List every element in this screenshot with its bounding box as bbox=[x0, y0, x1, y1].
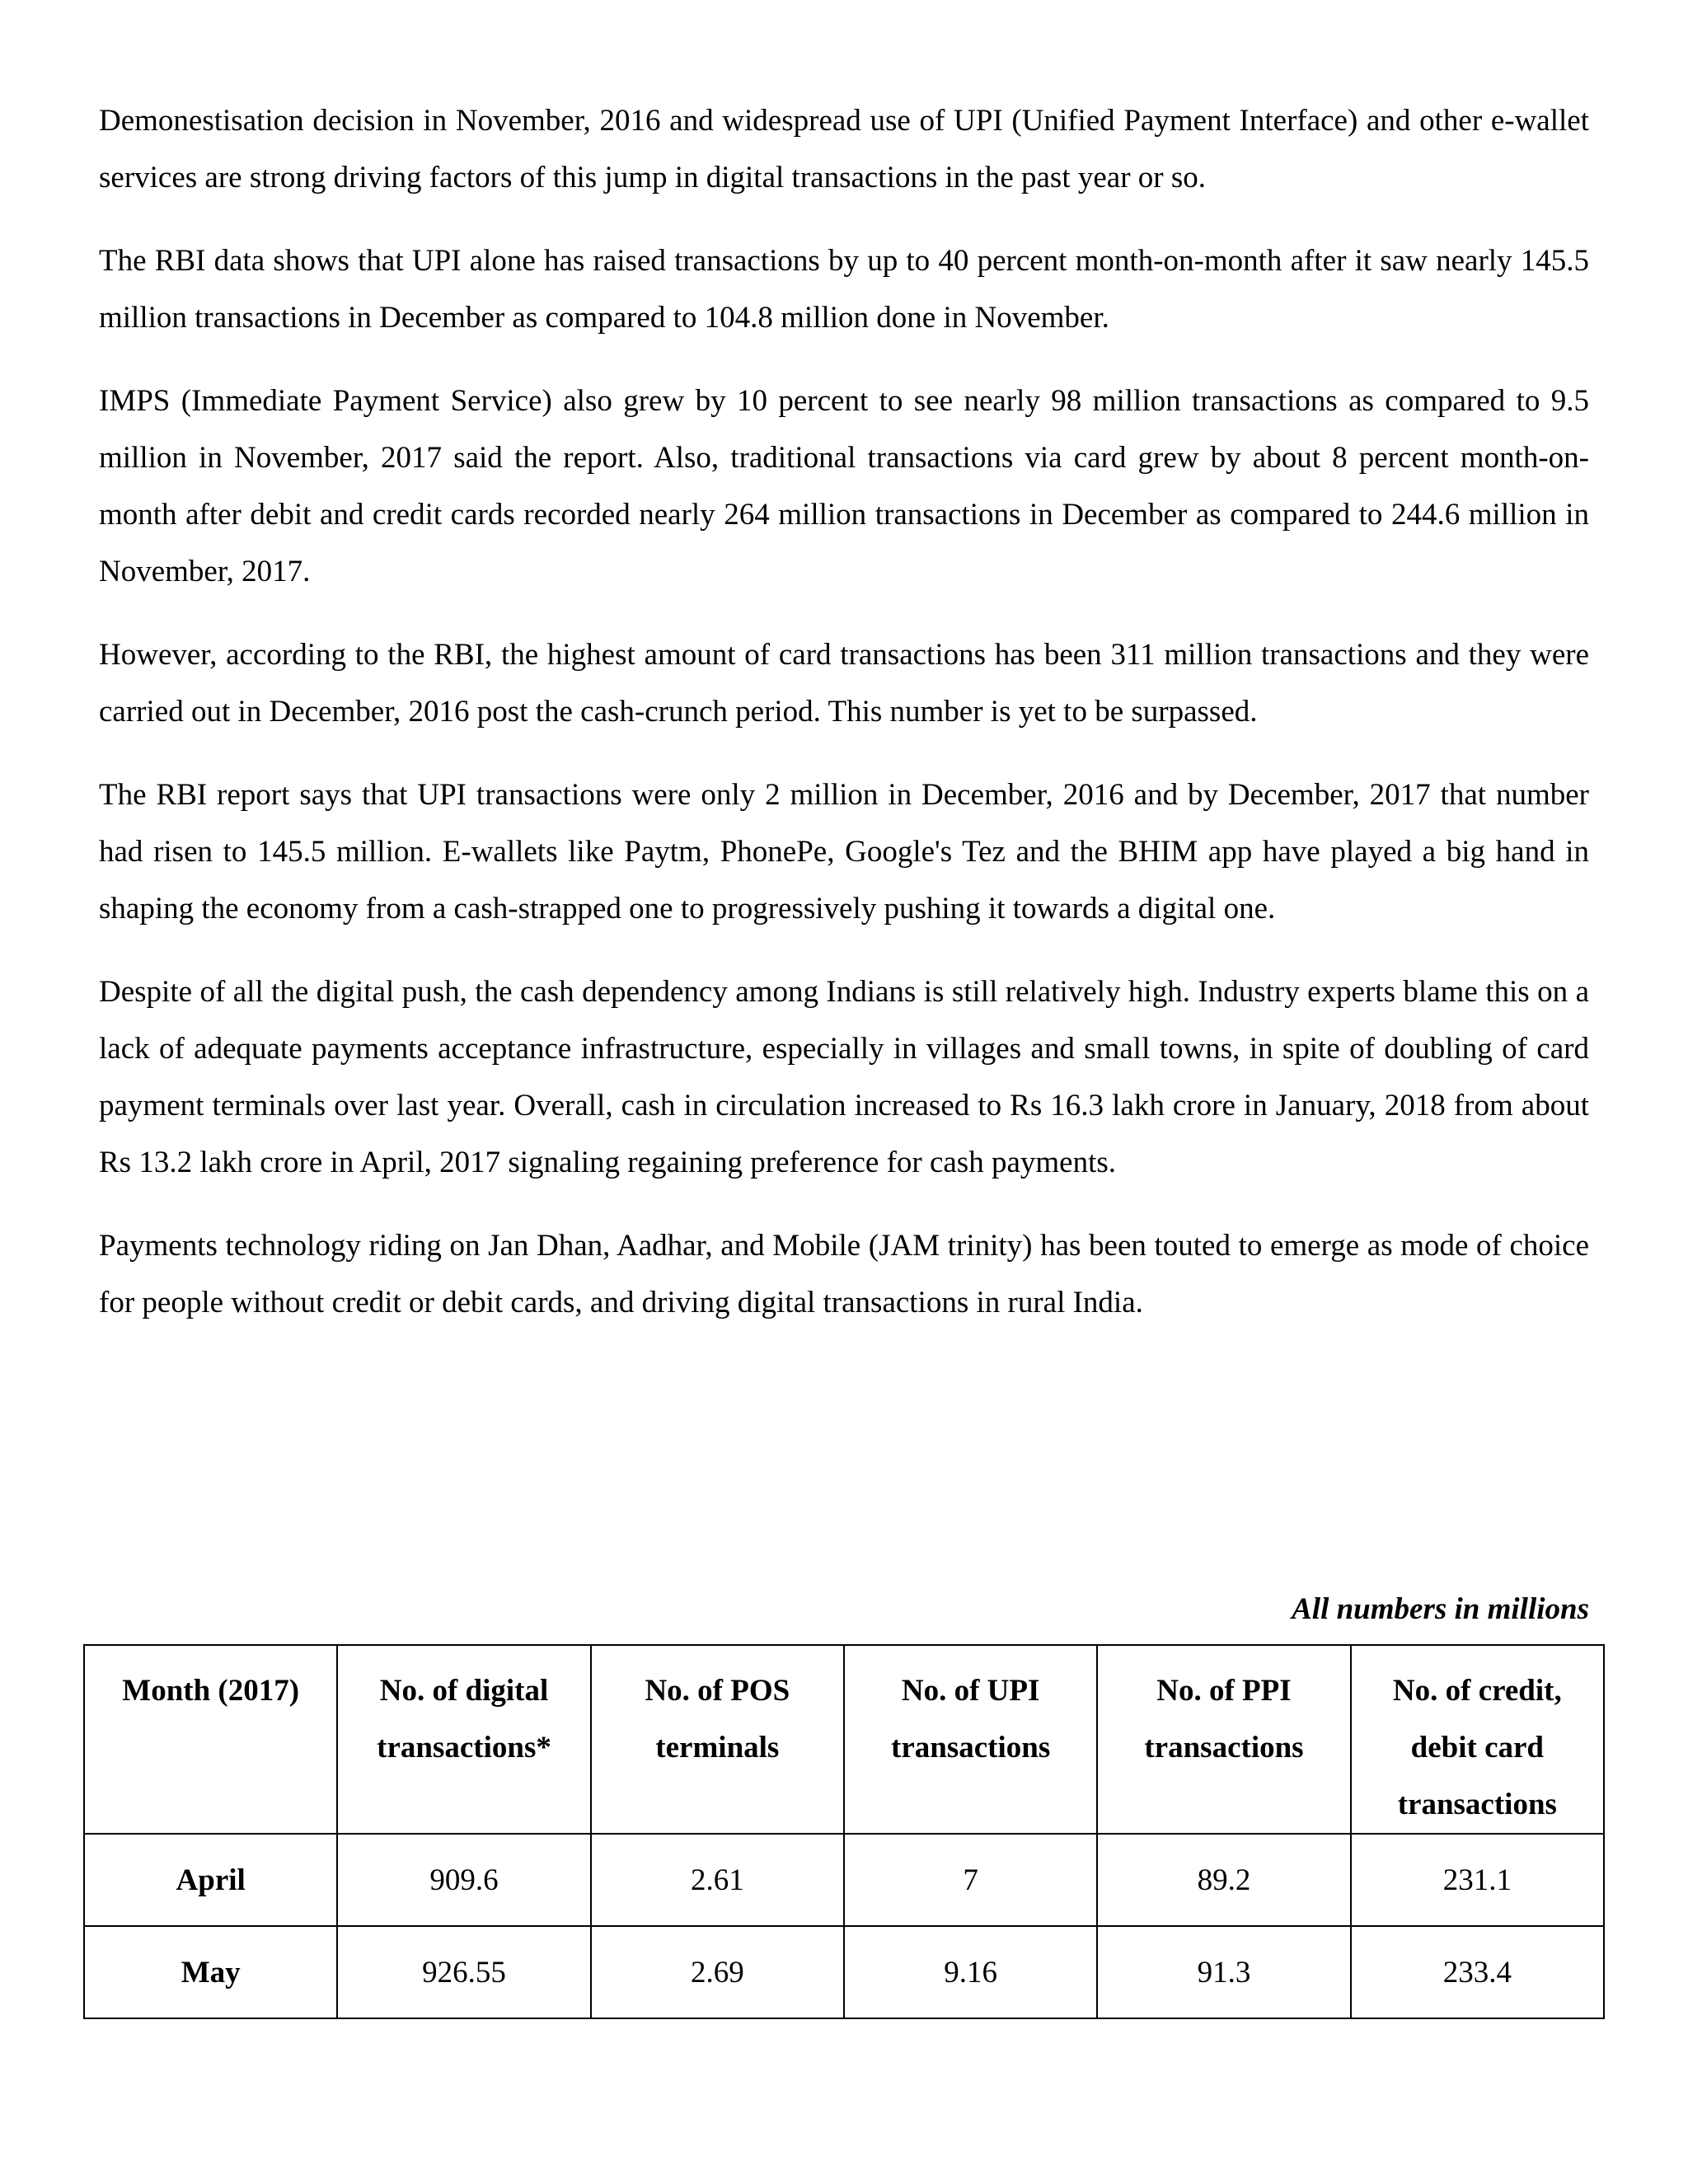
table-cell: 7 bbox=[844, 1834, 1097, 1926]
table-cell-month: May bbox=[84, 1926, 337, 2018]
table-row bbox=[84, 1926, 1604, 2018]
paragraph: Payments technology riding on Jan Dhan, Aadhar, and Mobile (JAM trinity) has been touted to emerge as mode of choice for people without credit or debit cards, and driving digital transactions in rural India. bbox=[99, 1229, 1589, 1319]
transactions-table bbox=[83, 1644, 1605, 2019]
paragraph: Demonestisation decision in November, 2016 and widespread use of UPI (Unified Payment Interface) and other e-wallet services are strong driving factors of this jump in digital transactions in the past year or so. bbox=[99, 104, 1589, 194]
table-header-row bbox=[84, 1645, 1604, 1834]
table-cell-month: April bbox=[84, 1834, 337, 1926]
column-header-pos-terminals: No. of POS terminals bbox=[591, 1645, 844, 1834]
table-unit-note: All numbers in millions bbox=[1292, 1592, 1589, 1626]
table-cell: 926.55 bbox=[337, 1926, 590, 2018]
table-cell: 89.2 bbox=[1097, 1834, 1350, 1926]
paragraph: Despite of all the digital push, the cash dependency among Indians is still relatively high. Industry experts blame this on a lack of adequate payments acceptance infrastructure, especially in villages and small towns, in spite of doubling of card payment terminals over last year. Overall, cash in circulation increased to Rs 16.3 lakh crore in January, 2018 from about Rs 13.2 lakh crore in April, 2017 signaling regaining preference for cash payments. bbox=[99, 975, 1589, 1179]
table-cell: 909.6 bbox=[337, 1834, 590, 1926]
table-row bbox=[84, 1834, 1604, 1926]
column-header-ppi-transactions: No. of PPI transactions bbox=[1097, 1645, 1350, 1834]
table-cell: 91.3 bbox=[1097, 1926, 1350, 2018]
article-body bbox=[99, 92, 1589, 1357]
paragraph: The RBI report says that UPI transactions were only 2 million in December, 2016 and by December, 2017 that number had risen to 145.5 million. E-wallets like Paytm, PhonePe, Google's Tez and the BHIM app have played a big hand in shaping the economy from a cash-strapped one to progressively pushing it towards a digital one. bbox=[99, 778, 1589, 926]
table-cell: 233.4 bbox=[1351, 1926, 1604, 2018]
column-header-upi-transactions: No. of UPI transactions bbox=[844, 1645, 1097, 1834]
paragraph: IMPS (Immediate Payment Service) also grew by 10 percent to see nearly 98 million transactions as compared to 9.5 million in November, 2017 said the report. Also, traditional transactions via card grew by about 8 percent month-on-month after debit and credit cards recorded nearly 264 million transactions in December as compared to 244.6 million in November, 2017. bbox=[99, 384, 1589, 588]
table-cell: 2.69 bbox=[591, 1926, 844, 2018]
column-header-card-transactions: No. of credit, debit card transactions bbox=[1351, 1645, 1604, 1834]
paragraph: However, according to the RBI, the highest amount of card transactions has been 311 million transactions and they were carried out in December, 2016 post the cash-crunch period. This number is yet to be surpassed. bbox=[99, 638, 1589, 729]
table-cell: 2.61 bbox=[591, 1834, 844, 1926]
table-cell: 9.16 bbox=[844, 1926, 1097, 2018]
column-header-month: Month (2017) bbox=[84, 1645, 337, 1834]
paragraph: The RBI data shows that UPI alone has raised transactions by up to 40 percent month-on-month after it saw nearly 145.5 million transactions in December as compared to 104.8 million done in November. bbox=[99, 244, 1589, 335]
table-cell: 231.1 bbox=[1351, 1834, 1604, 1926]
column-header-digital-transactions: No. of digital transactions* bbox=[337, 1645, 590, 1834]
